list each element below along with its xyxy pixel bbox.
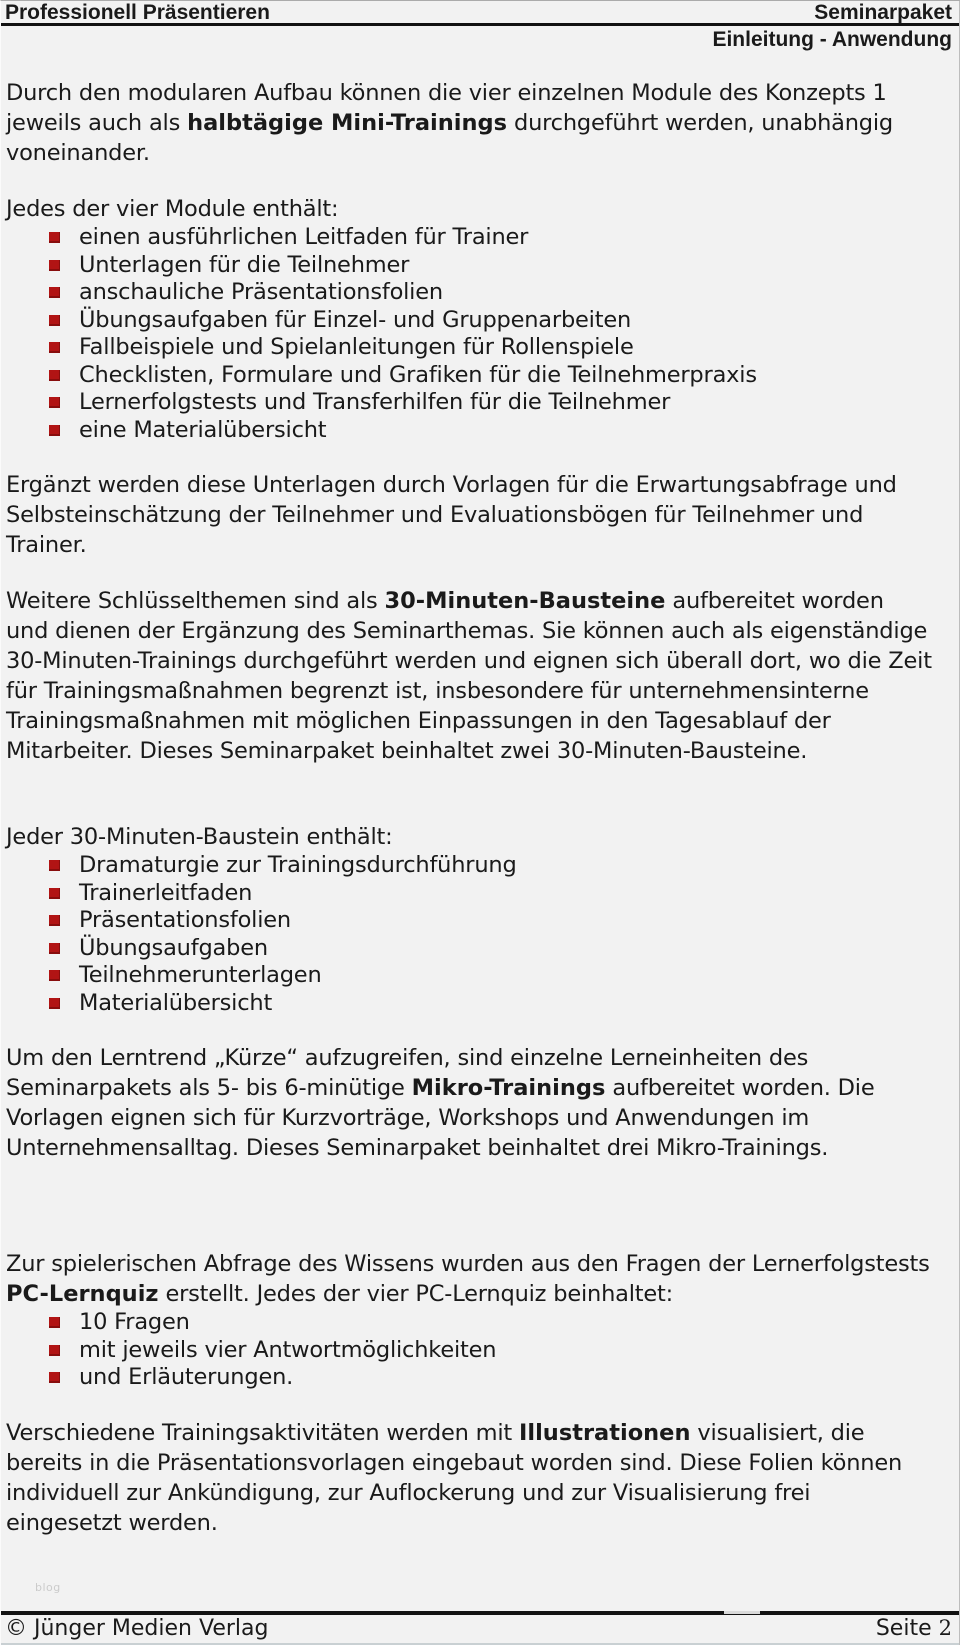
- list-item-label: mit jeweils vier Antwortmöglichkeiten: [79, 1336, 497, 1363]
- footer-page-label: Seite: [875, 1616, 932, 1641]
- list-item-label: anschauliche Präsentationsfolien: [79, 279, 443, 305]
- text-run: Zur spielerischen Abfrage des Wissens wurden aus den Fragen der Lernerfolgstests: [6, 1251, 930, 1277]
- text-run: erstellt. Jedes der vier PC-Lernquiz beinhaltet:: [158, 1281, 674, 1307]
- list-item-label: Materialübersicht: [79, 989, 273, 1016]
- header-title-left: Professionell Präsentieren: [5, 1, 270, 24]
- footer-row: [1, 1611, 960, 1642]
- paragraph: [6, 1249, 932, 1309]
- text-run: Jeder 30-Minuten-Baustein enthält:: [6, 824, 393, 850]
- list-item-label: Übungsaufgaben: [79, 934, 268, 961]
- header-title-right: Seminarpaket: [814, 1, 952, 24]
- text-run: durchgeführt werden, unabhängig voneinander.: [6, 110, 894, 166]
- text-run-bold: PC-Lernquiz: [6, 1281, 159, 1307]
- list-item: [6, 252, 932, 280]
- text-run-bold: Mikro-Trainings: [411, 1075, 606, 1101]
- list-item: [6, 1337, 932, 1365]
- footer-copyright: © Jünger Medien Verlag: [5, 1616, 269, 1641]
- footer-page-number: 2: [938, 1616, 952, 1640]
- list-item: [6, 907, 932, 935]
- header-row: [1, 1, 960, 26]
- page-footer: [1, 1611, 960, 1645]
- list-item: [6, 417, 932, 445]
- list-item-label: Dramaturgie zur Trainingsdurchführung: [79, 852, 517, 878]
- paragraph: [6, 1418, 932, 1538]
- list-item: [6, 224, 932, 252]
- paragraph: [6, 470, 932, 560]
- bullet-square-icon: [49, 1345, 60, 1356]
- text-run: aufbereitet worden. Die Vorlagen eignen sich für Kurzvorträge, Workshops und Anwendungen im Unternehmensalltag. Dieses Seminarpaket beinhaltet drei Mikro-Trainings.: [6, 1075, 875, 1161]
- bullet-square-icon: [49, 342, 60, 353]
- text-run: visualisiert, die bereits in die Präsentationsvorlagen eingebaut worden sind. Diese Folien können individuell zur Ankündigung, zur Auflockerung und zur Visualisierung frei eingesetzt werden.: [6, 1419, 903, 1536]
- paragraph: [6, 822, 932, 852]
- paragraph: [6, 1043, 932, 1163]
- text-run-bold: 30-Minuten-Bausteine: [384, 588, 666, 614]
- text-run: Verschiedene Trainingsaktivitäten werden mit: [6, 1419, 519, 1446]
- list-item-label: Teilnehmerunterlagen: [79, 962, 322, 988]
- text-run: Jedes der vier Module enthält:: [6, 196, 339, 222]
- bullet-list: [6, 224, 932, 444]
- list-item: [6, 852, 932, 880]
- bullet-square-icon: [49, 1372, 60, 1383]
- list-item-label: Trainerleitfaden: [79, 879, 253, 906]
- text-run: Weitere Schlüsselthemen sind als: [6, 588, 385, 614]
- text-run-bold: Illustrationen: [519, 1419, 691, 1446]
- paragraph: [6, 194, 932, 224]
- text-run: aufbereitet worden und dienen der Ergänzung des Seminarthemas. Sie können auch als eigenständige 30-Minuten-Trainings durchgeführt werden und eignen sich überall dort, wo die Zeit für Trainingsmaßnahmen begrenzt ist, insbesondere für unternehmensinterne Trainingsmaßnahmen mit möglichen Einpassungen in den Tagesablauf der Mitarbeiter. Dieses Seminarpaket beinhaltet zwei 30-Minuten-Bausteine.: [6, 588, 932, 764]
- list-item-label: eine Materialübersicht: [79, 416, 327, 443]
- list-item: [6, 1364, 932, 1392]
- footer-rule-gap: [724, 1611, 760, 1614]
- paragraph: [6, 78, 932, 168]
- list-item-label: einen ausführlichen Leitfaden für Trainer: [79, 224, 529, 250]
- bullet-list: [6, 852, 932, 1017]
- list-item-label: Präsentationsfolien: [79, 907, 291, 933]
- page-header: [1, 1, 960, 52]
- list-item: [6, 990, 932, 1018]
- bullet-square-icon: [49, 232, 60, 243]
- bullet-square-icon: [49, 370, 60, 381]
- bullet-square-icon: [49, 998, 60, 1009]
- bullet-square-icon: [49, 397, 60, 408]
- header-subtitle: Einleitung - Anwendung: [712, 28, 952, 51]
- list-item: [6, 307, 932, 335]
- bullet-square-icon: [49, 260, 60, 271]
- watermark: blog: [35, 1581, 61, 1594]
- footer-rule: [1, 1611, 960, 1615]
- list-item: [6, 334, 932, 362]
- list-item-label: Unterlagen für die Teilnehmer: [79, 251, 410, 278]
- list-item-label: Checklisten, Formulare und Grafiken für die Teilnehmerpraxis: [79, 361, 757, 388]
- text-run: Durch den modularen Aufbau können die vier einzelnen Module des Konzepts 1 jeweils auch als: [6, 80, 887, 136]
- bullet-square-icon: [49, 915, 60, 926]
- list-item-label: Lernerfolgstests und Transferhilfen für die Teilnehmer: [79, 389, 671, 415]
- text-run-bold: halbtägige Mini-Trainings: [187, 110, 508, 136]
- list-item: [6, 279, 932, 307]
- list-item: [6, 389, 932, 417]
- text-run: Ergänzt werden diese Unterlagen durch Vorlagen für die Erwartungsabfrage und Selbsteinschätzung der Teilnehmer und Evaluationsbögen für Teilnehmer und Trainer.: [6, 472, 897, 558]
- text-run: Um den Lerntrend „Kürze“ aufzugreifen, sind einzelne Lerneinheiten des Seminarpakets als 5- bis 6-minütige: [6, 1045, 809, 1101]
- bullet-square-icon: [49, 315, 60, 326]
- bullet-square-icon: [49, 860, 60, 871]
- bullet-square-icon: [49, 888, 60, 899]
- bullet-square-icon: [49, 425, 60, 436]
- paragraph: [6, 586, 932, 766]
- list-item-label: Übungsaufgaben für Einzel- und Gruppenarbeiten: [79, 306, 632, 333]
- bullet-list: [6, 1309, 932, 1392]
- list-item: [6, 362, 932, 390]
- list-item: [6, 962, 932, 990]
- bullet-square-icon: [49, 287, 60, 298]
- bullet-square-icon: [49, 1317, 60, 1328]
- list-item-label: und Erläuterungen.: [79, 1364, 294, 1390]
- bullet-square-icon: [49, 943, 60, 954]
- list-item: [6, 935, 932, 963]
- bullet-square-icon: [49, 970, 60, 981]
- list-item-label: 10 Fragen: [79, 1309, 190, 1335]
- footer-page-indicator: [876, 1615, 952, 1642]
- list-item-label: Fallbeispiele und Spielanleitungen für Rollenspiele: [79, 334, 634, 360]
- list-item: [6, 880, 932, 908]
- document-body: [1, 78, 960, 1538]
- list-item: [6, 1309, 932, 1337]
